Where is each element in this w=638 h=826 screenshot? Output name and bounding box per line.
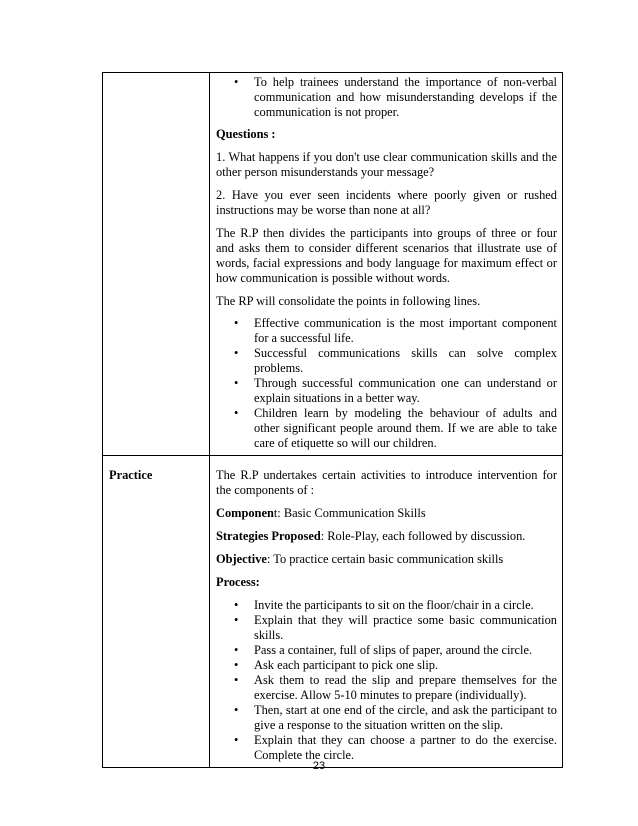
list-item: • Pass a container, full of slips of paper, around the circle. [254, 643, 557, 658]
objective-label: Objective [216, 552, 267, 566]
list-item: • Children learn by modeling the behaviour of adults and other significant people around them. If we are able to take care of etiquette so will our children. [254, 406, 557, 451]
row-content [210, 73, 563, 456]
strategies-line [216, 529, 557, 544]
question-text: 2. Have you ever seen incidents where poorly given or rushed instructions may be worse than none at all? [216, 188, 557, 217]
strategies-label: Strategies Proposed [216, 529, 321, 543]
list-item: • Ask each participant to pick one slip. [254, 658, 557, 673]
component-value: Basic Communication Skills [280, 506, 426, 520]
question-text: 1. What happens if you don't use clear communication skills and the other person misunderstands your message? [216, 150, 557, 179]
groups-paragraph: The R.P then divides the participants into groups of three or four and asks them to consider different scenarios that illustrate use of words, facial expressions and body language for maximum effect or how communication is possible without words. [216, 226, 557, 285]
row-label [103, 73, 210, 456]
list-item: • Ask them to read the slip and prepare themselves for the exercise. Allow 5-10 minutes to prepare (individually). [254, 673, 557, 703]
list-item: • Through successful communication one can understand or explain situations in a better way. [254, 376, 557, 406]
objective-line [216, 552, 557, 567]
list-item: • Then, start at one end of the circle, and ask the participant to give a response to the situation written on the slip. [254, 703, 557, 733]
table-row [103, 73, 563, 456]
list-item: • Successful communications skills can solve complex problems. [254, 346, 557, 376]
component-label: Componen [216, 506, 274, 520]
consolidate-paragraph: The RP will consolidate the points in following lines. [216, 294, 481, 308]
process-steps-list [216, 598, 557, 763]
table-row [103, 456, 563, 768]
row-label-practice: Practice [103, 456, 210, 768]
list-item: • Explain that they will practice some basic communication skills. [254, 613, 557, 643]
list-item: • Effective communication is the most important component for a successful life. [254, 316, 557, 346]
list-item: • To help trainees understand the importance of non-verbal communication and how misunderstanding develops if the communication is not proper. [254, 75, 557, 120]
practice-intro: The R.P undertakes certain activities to introduce intervention for the components of : [216, 468, 557, 497]
component-line [216, 506, 557, 521]
row-content [210, 456, 563, 768]
list-item: • Invite the participants to sit on the floor/chair in a circle. [254, 598, 557, 613]
points-bullet-list [216, 316, 557, 451]
list-item: • Explain that they can choose a partner to do the exercise. Complete the circle. [254, 733, 557, 763]
process-heading: Process: [216, 575, 260, 589]
page-number: 23 [312, 760, 326, 772]
strategies-value: : Role-Play, each followed by discussion. [320, 529, 526, 543]
content-table [102, 72, 563, 768]
component-label-rest: t: [273, 506, 281, 520]
questions-heading: Questions : [216, 127, 276, 141]
intro-bullet-list [216, 75, 557, 120]
objective-value: : To practice certain basic communication skills [266, 552, 504, 566]
